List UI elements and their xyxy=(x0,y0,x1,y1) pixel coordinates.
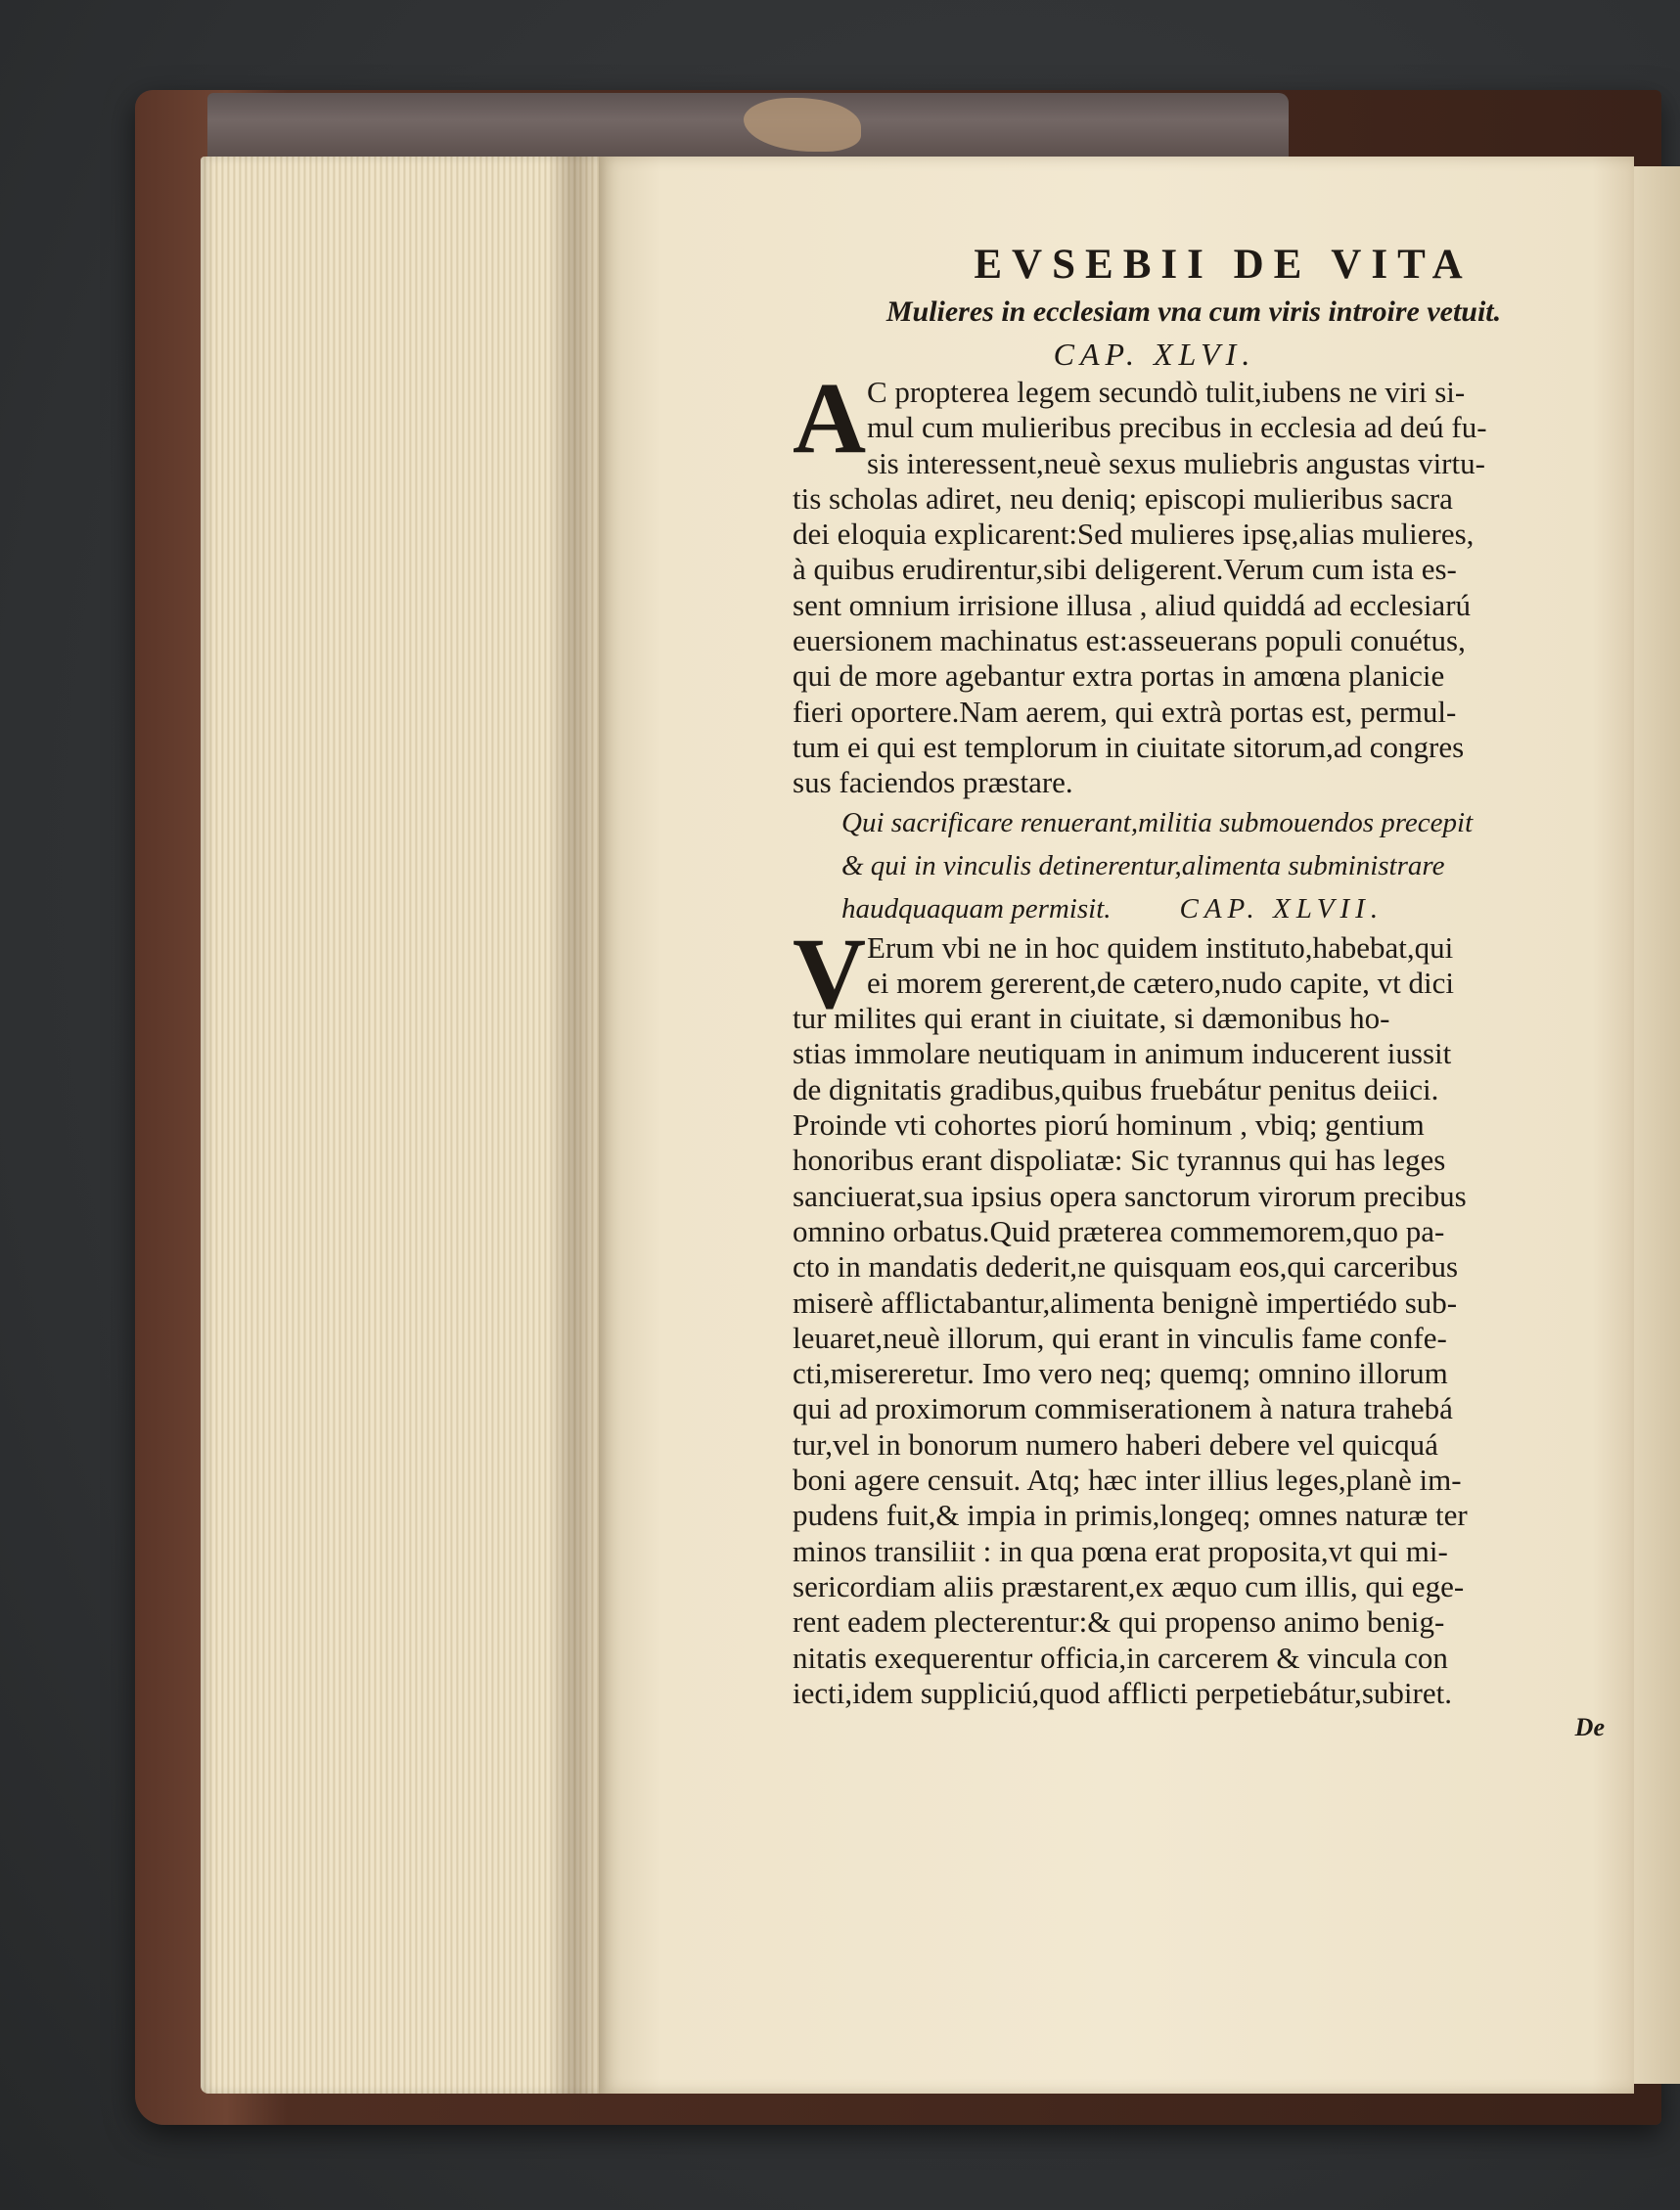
text-line: tur milites qui erant in ciuitate, si dæmonibus ho- xyxy=(793,1001,1390,1036)
text-line: sus faciendos præstare. xyxy=(793,765,1073,800)
text-line: stias immolare neutiquam in animum inducerent iussit xyxy=(793,1036,1452,1071)
page-gutter xyxy=(548,157,607,2094)
text-line: sent omnium irrisione illusa , aliud quiddá ad ecclesiarú xyxy=(793,587,1472,622)
text-line: rent eadem plecterentur:& qui propenso animo benig- xyxy=(793,1604,1445,1640)
page-text-block xyxy=(793,240,1605,1744)
text-line: mul cum mulieribus precibus in ecclesia ad deú fu- xyxy=(867,410,1487,445)
text-line: iecti,idem suppliciú,quod afflicti perpetiebátur,subiret. xyxy=(793,1675,1452,1710)
chapter-rubric: Mulieres in ecclesiam vna cum viris introire vetuit. xyxy=(885,295,1502,328)
text-line: nitatis exequerentur officia,in carcerem & vincula con xyxy=(793,1640,1448,1675)
text-line: cti,misereretur. Imo vero neq; quemq; omnino illorum xyxy=(793,1356,1448,1391)
text-line: cto in mandatis dederit,ne quisquam eos,qui carceribus xyxy=(793,1249,1459,1285)
text-line: euersionem machinatus est:asseuerans populi conuétus, xyxy=(793,623,1466,658)
text-line: sis interessent,neuè sexus muliebris angustas virtu- xyxy=(867,445,1485,480)
text-line: tur,vel in bonorum numero haberi debere vel quicquá xyxy=(793,1426,1438,1462)
paragraph-2 xyxy=(793,917,1595,1712)
chapter-number: CAP. XLVI. xyxy=(1053,337,1256,372)
rubric-line: Qui sacrificare renuerant,militia submouendos precepit xyxy=(841,806,1474,838)
text-line: minos transiliit : in qua pœna erat proposita,vt qui mi- xyxy=(793,1533,1448,1568)
drop-capital: A xyxy=(793,362,867,474)
bleed-through-ghost xyxy=(240,254,572,342)
text-line: tis scholas adiret, neu deniq; episcopi mulieribus sacra xyxy=(793,480,1453,516)
paragraph-1 xyxy=(793,362,1595,801)
text-line: de dignitatis gradibus,quibus fruebátur penitus deiici. xyxy=(793,1071,1439,1106)
text-line: Proinde vti cohortes piorú hominum , vbiq; gentium xyxy=(793,1107,1425,1143)
text-line: pudens fuit,& impia in primis,longeq; omnes naturæ ter xyxy=(793,1498,1468,1533)
text-line: dei eloquia explicarent:Sed mulieres ipsę,alias mulieres, xyxy=(793,517,1475,552)
drop-capital: V xyxy=(793,917,867,1030)
text-line: qui ad proximorum commiserationem à natura trahebá xyxy=(793,1391,1453,1426)
rubric-line xyxy=(841,887,1595,930)
facing-page-edge xyxy=(1629,166,1680,2084)
catchword: De xyxy=(1574,1713,1605,1742)
chapter-rubric xyxy=(793,801,1595,930)
text-line: fieri oportere.Nam aerem, qui extrà portas est, permul- xyxy=(793,694,1457,729)
page-block-edges xyxy=(201,157,602,2094)
text-line: qui de more agebantur extra portas in amœna planicie xyxy=(793,658,1445,694)
text-line: miserè afflictabantur,alimenta benignè impertiédo sub- xyxy=(793,1285,1458,1320)
text-line: omnino orbatus.Quid præterea commemorem,quo pa- xyxy=(793,1213,1445,1248)
rubric-line: & qui in vinculis detinerentur,alimenta subministrare xyxy=(841,849,1445,881)
text-line: honoribus erant dispoliatæ: Sic tyrannus qui has leges xyxy=(793,1143,1446,1178)
chapter-number: CAP. XLVII. xyxy=(1179,892,1385,925)
text-line: à quibus erudirentur,sibi deligerent.Verum cum ista es- xyxy=(793,552,1457,587)
text-line: ei morem gererent,de cætero,nudo capite, vt dici xyxy=(867,965,1454,1000)
text-line: boni agere censuit. Atq; hæc inter illius leges,planè im- xyxy=(793,1463,1462,1498)
rubric-line-text: haudquaquam permisit. xyxy=(841,892,1112,925)
text-line: leuaret,neuè illorum, qui erant in vinculis fame confe- xyxy=(793,1320,1447,1355)
text-line: tum ei qui est templorum in ciuitate sitorum,ad congres xyxy=(793,729,1465,764)
text-line: Erum vbi ne in hoc quidem instituto,habebat,qui xyxy=(867,929,1454,965)
running-head: EVSEBII DE VITA xyxy=(974,242,1473,288)
text-line: C propterea legem secundò tulit,iubens ne viri si- xyxy=(867,375,1466,409)
text-line: sanciuerat,sua ipsius opera sanctorum virorum precibus xyxy=(793,1178,1467,1213)
text-line: sericordiam aliis præstarent,ex æquo cum illis, qui ege- xyxy=(793,1568,1465,1603)
